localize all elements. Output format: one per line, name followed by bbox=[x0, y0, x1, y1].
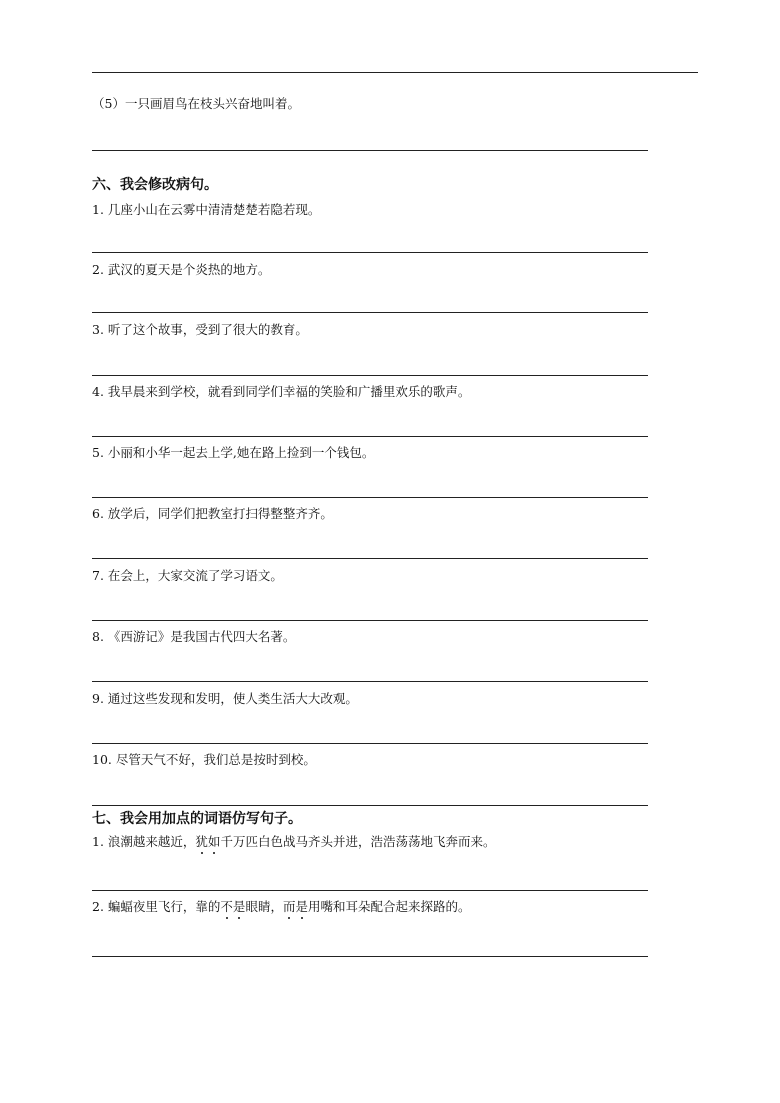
answer-line[interactable] bbox=[92, 150, 648, 151]
correction-item-10: 10. 尽管天气不好，我们总是按时到校。 bbox=[92, 752, 316, 767]
item-text: 用嘴和耳朵配合起来探路的。 bbox=[307, 899, 471, 914]
correction-item-4: 4. 我早晨来到学校，就看到同学们幸福的笑脸和广播里欢乐的歌声。 bbox=[92, 384, 471, 399]
correction-item-8: 8. 《西游记》是我国古代四大名著。 bbox=[92, 629, 296, 644]
correction-item-2: 2. 武汉的夏天是个炎热的地方。 bbox=[92, 262, 271, 277]
answer-line[interactable] bbox=[92, 620, 648, 621]
answer-line[interactable] bbox=[92, 681, 648, 682]
dotted-char: 犹 bbox=[195, 834, 208, 849]
item-text: 千万匹白色战马齐头并进，浩浩荡荡地飞奔而来。 bbox=[220, 834, 496, 849]
correction-item-6: 6. 放学后，同学们把教室打扫得整整齐齐。 bbox=[92, 506, 333, 521]
answer-line[interactable] bbox=[92, 375, 648, 376]
correction-item-3: 3. 听了这个故事，受到了很大的教育。 bbox=[92, 322, 308, 337]
answer-line[interactable] bbox=[92, 497, 648, 498]
answer-line[interactable] bbox=[92, 252, 648, 253]
dotted-char: 不 bbox=[220, 899, 233, 914]
correction-item-9: 9. 通过这些发现和发明，使人类生活大大改观。 bbox=[92, 691, 358, 706]
dotted-char: 而 bbox=[282, 899, 296, 914]
answer-line[interactable] bbox=[92, 436, 648, 437]
item-text: 2. 蝙蝠夜里飞行，靠的 bbox=[92, 899, 221, 914]
correction-item-7: 7. 在会上，大家交流了学习语文。 bbox=[92, 568, 283, 583]
answer-line[interactable] bbox=[92, 890, 648, 891]
section-six-heading: 六、我会修改病句。 bbox=[92, 177, 218, 193]
dotted-char: 如 bbox=[207, 834, 221, 849]
answer-line[interactable] bbox=[92, 956, 648, 957]
section-seven-heading: 七、我会用加点的词语仿写句子。 bbox=[92, 811, 302, 827]
imitation-item-2 bbox=[92, 899, 471, 915]
answer-line[interactable] bbox=[92, 558, 648, 559]
dotted-char: 是 bbox=[232, 899, 246, 914]
item-text: 1. 浪潮越来越近， bbox=[92, 834, 196, 849]
dotted-char: 是 bbox=[295, 899, 308, 914]
answer-line-top[interactable] bbox=[92, 72, 698, 73]
exercise-item-5: （5）一只画眉鸟在枝头兴奋地叫着。 bbox=[92, 96, 300, 111]
answer-line[interactable] bbox=[92, 312, 648, 313]
correction-item-1: 1. 几座小山在云雾中清清楚楚若隐若现。 bbox=[92, 202, 321, 217]
answer-line[interactable] bbox=[92, 743, 648, 744]
imitation-item-1 bbox=[92, 834, 495, 850]
correction-item-5: 5. 小丽和小华一起去上学,她在路上捡到一个钱包。 bbox=[92, 445, 375, 460]
item-text: 眼睛， bbox=[245, 899, 283, 914]
answer-line[interactable] bbox=[92, 805, 648, 806]
